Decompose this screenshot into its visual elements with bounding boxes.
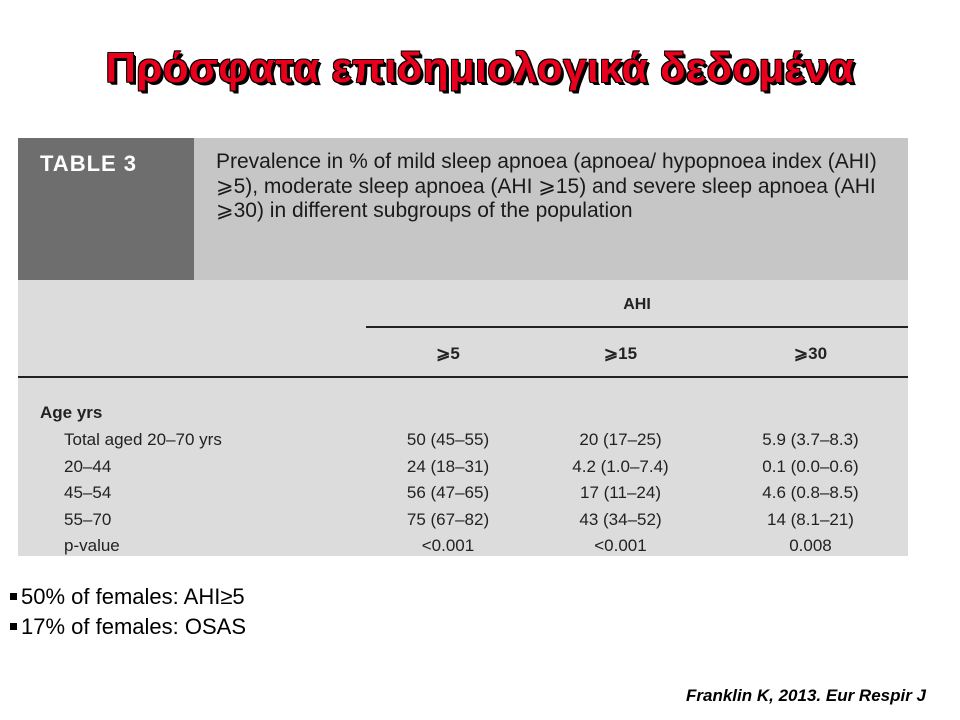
table-cell: 14 (8.1–21) xyxy=(767,510,854,529)
ahi-group-header: AHI xyxy=(623,296,651,313)
square-bullet-icon xyxy=(10,593,17,600)
table-cell: 17 (11–24) xyxy=(580,483,661,502)
table-cell: 75 (67–82) xyxy=(406,510,490,529)
table-cell: 24 (18–31) xyxy=(406,457,490,476)
table-cell: 4.6 (0.8–8.5) xyxy=(762,483,859,502)
table-cell: 5.9 (3.7–8.3) xyxy=(762,430,859,449)
column-header-ahi15: ⩾15 xyxy=(603,344,638,363)
table-cell: 20 (17–25) xyxy=(579,430,662,449)
table-caption: Prevalence in % of mild sleep apnoea (apnoea/ hypopnoea index (AHI) ⩾5), moderate sleep apnoea (AHI ⩾15) and severe sleep apnoea (AHI ⩾30) in different subgroups of the population xyxy=(194,138,908,280)
table-label: TABLE 3 xyxy=(18,138,194,280)
header-rule xyxy=(366,326,908,328)
square-bullet-icon xyxy=(10,623,17,630)
column-rule xyxy=(18,376,908,378)
section-header: Age yrs xyxy=(40,403,103,422)
row-label: p-value xyxy=(64,536,120,555)
table-cell: <0.001 xyxy=(594,536,647,555)
prevalence-table xyxy=(18,138,908,556)
bullet-list xyxy=(10,582,246,642)
citation: Franklin K, 2013. Eur Respir J xyxy=(686,686,926,705)
table-cell: 0.008 xyxy=(789,536,832,555)
table-cell: 4.2 (1.0–7.4) xyxy=(572,457,669,476)
slide-title: Πρόσφατα επιδημιολογικά δεδομένα xyxy=(105,44,855,91)
bullet-item: 17% of females: OSAS xyxy=(10,612,246,642)
table-cell: <0.001 xyxy=(421,536,475,555)
row-label: 55–70 xyxy=(64,510,112,529)
table-cell: 50 (45–55) xyxy=(406,430,490,449)
table-cell: 0.1 (0.0–0.6) xyxy=(762,457,859,476)
table-cell: 43 (34–52) xyxy=(579,510,662,529)
column-header-ahi30: ⩾30 xyxy=(793,344,828,363)
bullet-item: 50% of females: AHI≥5 xyxy=(10,582,246,612)
row-label: 20–44 xyxy=(64,457,112,476)
row-label: Total aged 20–70 yrs xyxy=(64,430,222,449)
table-cell: 56 (47–65) xyxy=(406,483,490,502)
column-header-ahi5: ⩾5 xyxy=(436,344,460,363)
row-label: 45–54 xyxy=(64,483,112,502)
